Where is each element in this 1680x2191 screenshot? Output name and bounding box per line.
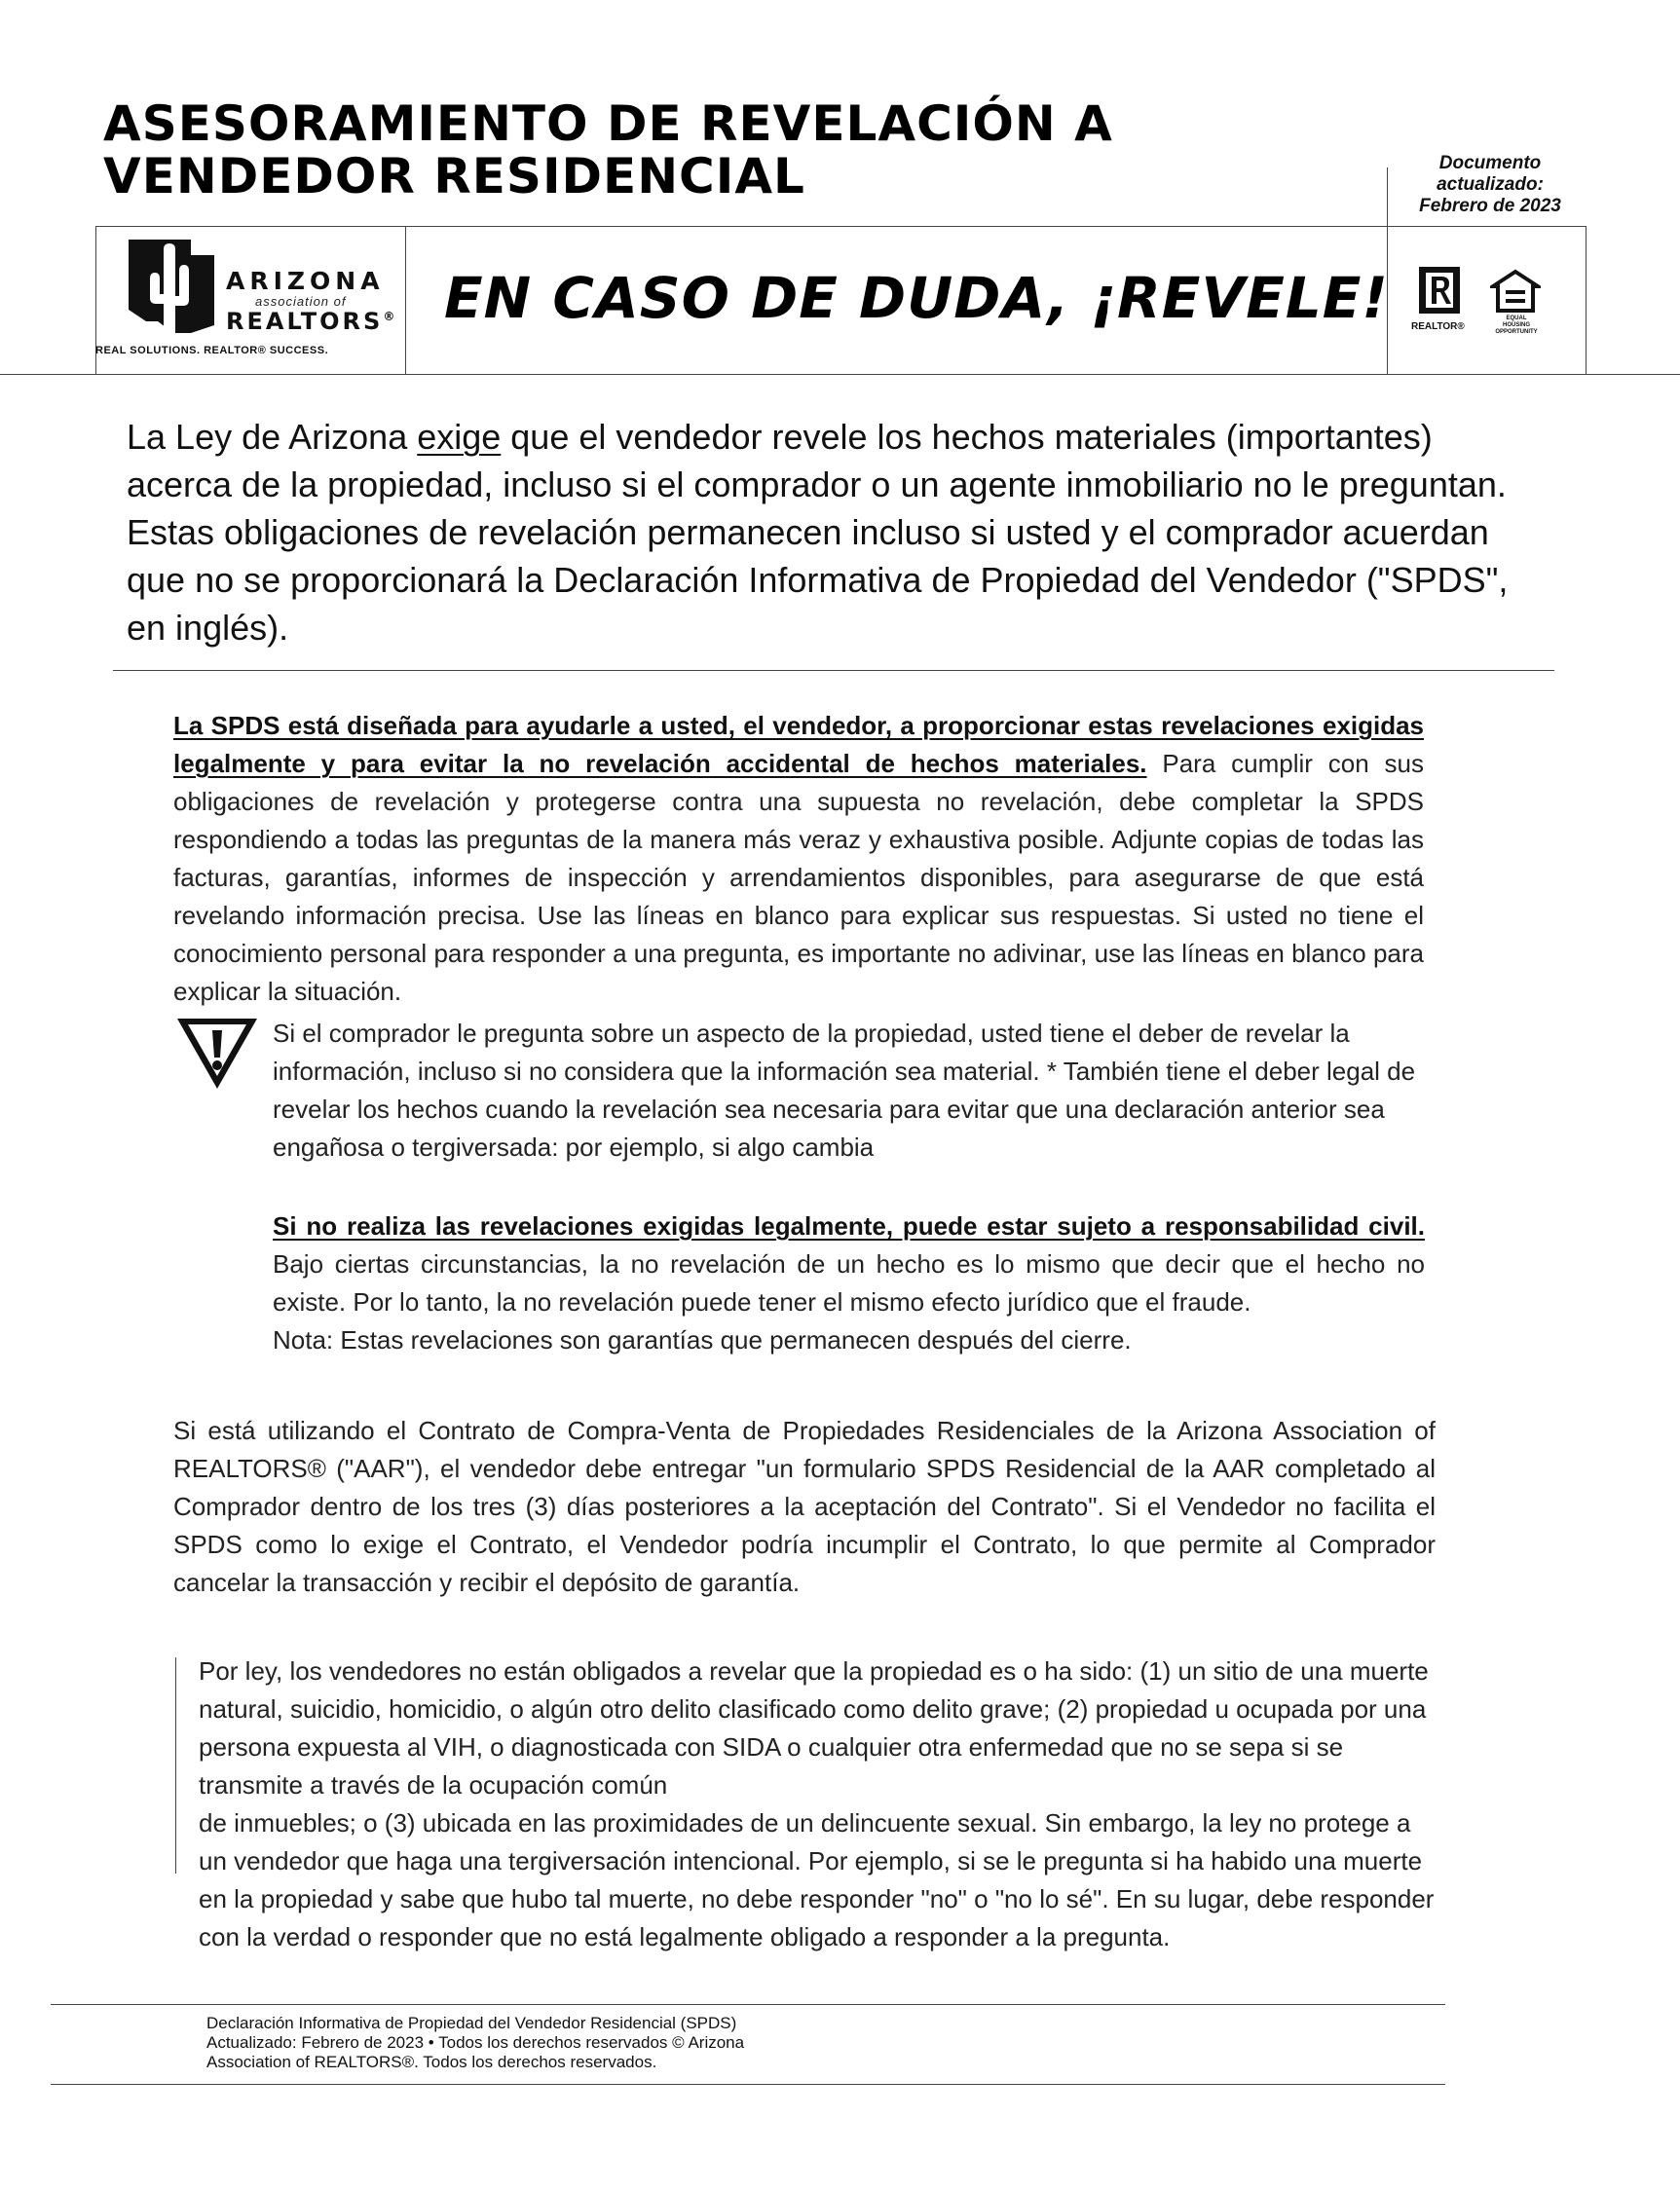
logo-arizona-text: ARIZONA: [226, 267, 385, 295]
realtor-label: REALTOR®: [1411, 321, 1465, 332]
header-top-rule: [95, 226, 1586, 227]
warning-paragraph: Si el comprador le pregunta sobre un aspecto de la propiedad, usted tiene el deber de revelar la información, incluso si no considera que la información sea material. * También tiene el deber legal de revelar los hechos cuando la revelación sea necesaria para evitar que una declaración anterior sea engañosa o tergiversada: por ejemplo, si algo cambia: [273, 1019, 1416, 1162]
spds-purpose-paragraph: La SPDS está diseñada para ayudarle a usted, el vendedor, a proporcionar estas revelaciones exigidas legalmente y para evitar la no revelación accidental de hechos materiales. Para cumplir con sus obligaciones de revelación y protegerse contra una supuesta no revelación, debe completar la SPDS respondiendo a todas las preguntas de la manera más veraz y exhaustiva posible. Adjunte copias de todas las facturas, garantías, informes de inspección y arrendamientos disponibles, para asegurarse de que está revelando información precisa. Use las líneas en blanco para explicar sus respuestas. Si usted no tiene el conocimiento personal para responder a una pregunta, es importante no adivinar, use las líneas en blanco para explicar la situación.: [173, 711, 1425, 1006]
intro-emphasis: exige: [417, 417, 502, 457]
title-line-1: ASESORAMIENTO DE REVELACIÓN A: [103, 95, 1113, 152]
realtor-logo-icon: [1417, 265, 1462, 316]
header-divider: [405, 226, 406, 374]
law-note-paragraph: Por ley, los vendedores no están obligados a revelar que la propiedad es o ha sido: (1) un sitio de una muerte natural, suicidio, homicidio, o algún otro delito clasificado como delito grave; (2) propiedad u ocupada por una persona expuesta al VIH, o diagnosticada con SIDA o cualquier otra enfermedad que no se sepa si se transmite a través de la ocupación común de inmuebles; o (3) ubicada en las proximidades de un delincuente sexual. Sin embargo, la ley no protege a un vendedor que haga una tergiversación intencional. Por ejemplo, si se le pregunta si ha habido una muerte en la propiedad y sabe que hubo tal muerte, no debe responder "no" o "no lo sé". En su lugar, debe responder con la verdad o responder que no está legalmente obligado a responder a la pregunta.: [199, 1656, 1435, 1951]
document-updated-note: Documento actualizado: Febrero de 2023: [1419, 153, 1561, 216]
intro-paragraph: La Ley de Arizona exige que el vendedor revele los hechos materiales (importantes) acerca de la propiedad, incluso si el comprador o un agente inmobiliario no le preguntan. Estas obligaciones de revelación permanecen incluso si usted y el comprador acuerdan que no se proporcionará la Declaración Informativa de Propiedad del Vendedor ("SPDS", en inglés).: [127, 417, 1509, 648]
section-rule: [113, 670, 1554, 671]
footer-bottom-rule: [51, 2084, 1445, 2085]
footer: Declaración Informativa de Propiedad del Vendedor Residencial (SPDS) Actualizado: Febrero de 2023 • Todos los derechos reservados © Arizona Association of REALTORS®. Todos los derechos reservados.: [206, 2014, 745, 2071]
logo-association-text: association of: [255, 294, 347, 309]
liability-paragraph: Si no realiza las revelaciones exigidas legalmente, puede estar sujeto a responsabilidad civil. Bajo ciertas circunstancias, la no revelación de un hecho es lo mismo que decir que el hecho no existe. Por lo tanto, la no revelación puede tener el mismo efecto jurídico que el fraude. Nota: Estas revelaciones son garantías que permanecen después del cierre.: [273, 1207, 1425, 1359]
contract-paragraph: Si está utilizando el Contrato de Compra-Venta de Propiedades Residenciales de la Arizona Association of REALTORS® ("AAR"), el vendedor debe entregar "un formulario SPDS Residencial de la AAR completado al Comprador dentro de los tres (3) días posteriores a la aceptación del Contrato". Si el Vendedor no facilita el SPDS como lo exige el Contrato, el Vendedor podría incumplir el Contrato, lo que permite al Comprador cancelar la transacción y recibir el depósito de garantía.: [173, 1416, 1436, 1597]
liability-note: Nota: Estas revelaciones son garantías que permanecen después del cierre.: [273, 1325, 1132, 1355]
header-bottom-rule: [0, 374, 1680, 375]
logo-tagline: REAL SOLUTIONS. REALTOR® SUCCESS.: [95, 345, 329, 356]
arizona-state-logo-icon: [123, 236, 220, 338]
equal-housing-label: EQUAL HOUSING OPPORTUNITY: [1495, 316, 1538, 335]
footer-top-rule: [51, 2004, 1445, 2005]
slogan: EN CASO DE DUDA, ¡REVELE!: [444, 265, 1389, 331]
logo-realtors-text: REALTORS®: [226, 308, 398, 335]
law-note-margin-rule: [175, 1657, 176, 1874]
equal-housing-icon: [1490, 269, 1541, 314]
spds-purpose-heading: La SPDS está diseñada para ayudarle a usted, el vendedor, a proporcionar estas revelaciones exigidas legalmente y para evitar la no revelación accidental de hechos materiales.: [173, 711, 1424, 778]
title-line-2: VENDEDOR RESIDENCIAL: [103, 148, 805, 204]
header-divider: [1586, 226, 1587, 374]
warning-triangle-icon: [173, 1015, 261, 1093]
page-title: [103, 97, 1175, 203]
liability-heading: Si no realiza las revelaciones exigidas legalmente, puede estar sujeto a responsabilidad civil.: [273, 1211, 1425, 1241]
